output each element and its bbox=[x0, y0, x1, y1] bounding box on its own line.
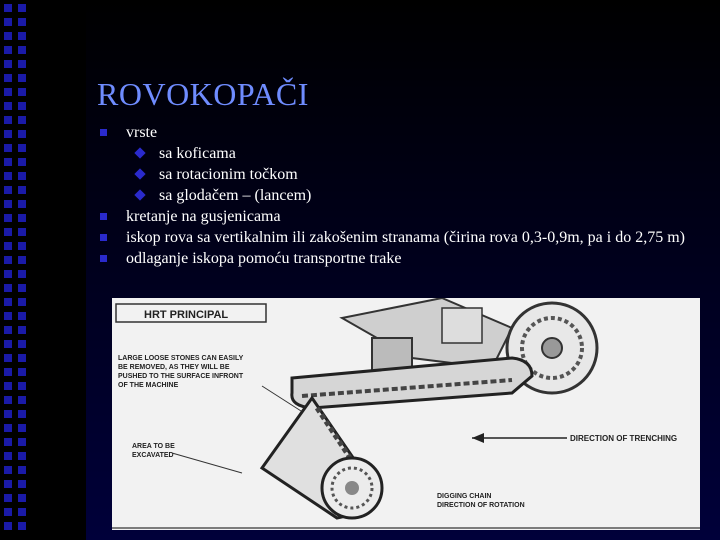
arrow-left-icon bbox=[472, 433, 484, 443]
square-bullet-icon bbox=[100, 255, 107, 262]
diamond-bullet-icon bbox=[134, 189, 145, 200]
stones-note: LARGE LOOSE STONES CAN EASILY BE REMOVED, AS THEY WILL BE PUSHED TO THE SURFACE INFRONT OF THE MACHINE bbox=[118, 355, 244, 389]
sub-bullet-text: sa glodačem – (lancem) bbox=[159, 187, 312, 204]
bullet-list bbox=[100, 122, 710, 269]
decorative-sidebar bbox=[0, 0, 86, 540]
bullet-item bbox=[100, 122, 710, 143]
machine-body bbox=[342, 298, 512, 368]
bullet-item bbox=[100, 206, 710, 227]
area-label: AREA TO BE EXCAVATED bbox=[132, 443, 175, 459]
square-bullet-icon bbox=[100, 213, 107, 220]
slide-title: ROVOKOPAČI bbox=[97, 76, 309, 112]
direction-label: DIRECTION OF TRENCHING bbox=[570, 434, 678, 443]
bullet-item bbox=[100, 248, 710, 269]
bullet-item bbox=[100, 227, 710, 248]
square-bullet-icon bbox=[100, 129, 107, 136]
chain-label: DIGGING CHAIN DIRECTION OF ROTATION bbox=[437, 493, 525, 509]
sub-bullet-item bbox=[100, 143, 710, 164]
diagram-title: HRT PRINCIPAL bbox=[144, 309, 229, 321]
hydraulic-block bbox=[442, 308, 482, 343]
trencher-drawing bbox=[112, 298, 700, 530]
bullet-text: kretanje na gusjenicama bbox=[126, 208, 281, 225]
sub-bullet-text: sa rotacionim točkom bbox=[159, 166, 298, 183]
square-bullet-icon bbox=[100, 234, 107, 241]
bullet-text: odlaganje iskopa pomoću transportne trake bbox=[126, 250, 402, 267]
sub-bullet-item bbox=[100, 164, 710, 185]
bullet-text: iskop rova sa vertikalnim ili zakošenim stranama (čirina rova 0,3-0,9m, pa i do 2,75 m) bbox=[126, 229, 685, 246]
square-column-right bbox=[18, 4, 28, 536]
square-column-left bbox=[4, 4, 14, 536]
sub-bullet-item bbox=[100, 185, 710, 206]
bullet-text: vrste bbox=[126, 124, 158, 141]
sub-bullet-text: sa koficama bbox=[159, 145, 236, 162]
diamond-bullet-icon bbox=[134, 147, 145, 158]
diamond-bullet-icon bbox=[134, 168, 145, 179]
trencher-diagram bbox=[112, 298, 700, 530]
